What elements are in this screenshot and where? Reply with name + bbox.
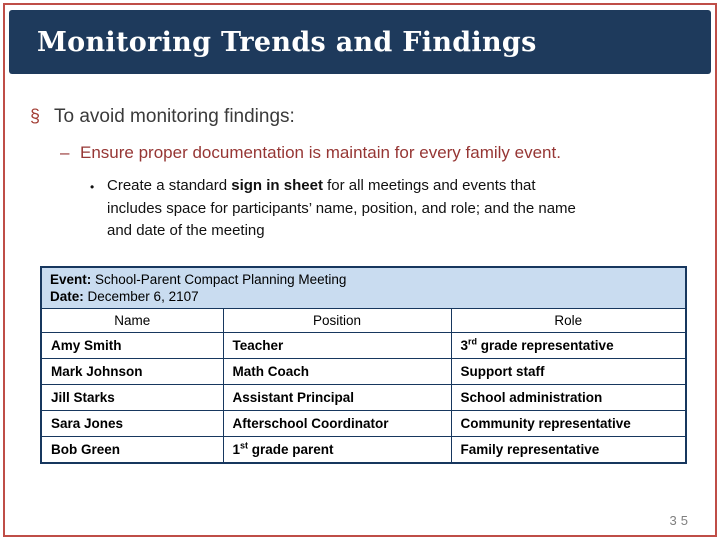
event-line [50,271,677,288]
table-cell: Bob Green [41,437,223,464]
table-cell: Sara Jones [41,411,223,437]
event-value: School-Parent Compact Planning Meeting [95,272,347,287]
table-cell: School administration [451,385,686,411]
event-header-row [41,267,686,309]
event-label: Event: [50,272,92,287]
table-cell: Afterschool Coordinator [223,411,451,437]
bullet-level2-text: Ensure proper documentation is maintain for every family event. [80,143,561,162]
bullet-level3-line2: includes space for participants’ name, position, and role; and the name [107,199,576,217]
section-bullet-icon: § [30,106,41,126]
table-row [41,411,686,437]
bullet-level3 [90,175,576,243]
attendance-table [40,266,687,464]
bullet-level3-line3: and date of the meeting [107,222,265,239]
table-cell: Jill Starks [41,385,223,411]
bullet-level2 [60,143,561,163]
title-bar [9,10,711,74]
table-cell: Amy Smith [41,333,223,359]
table-cell: Family representative [451,437,686,464]
dot-bullet-icon: • [90,180,95,194]
table-row [41,437,686,464]
bullet-level3-rest: for all meetings and events that [322,177,536,194]
table-cell: 3rd grade representative [451,333,686,359]
bullet-level1-text: To avoid monitoring findings: [54,106,295,127]
bullet-level1 [30,106,295,128]
bullet-level3-pre: Create a standard [107,177,232,194]
column-header: Role [451,309,686,333]
table-row [41,359,686,385]
table-cell: Mark Johnson [41,359,223,385]
table-cell: Assistant Principal [223,385,451,411]
table-row [41,385,686,411]
table-header-row [41,309,686,333]
table-cell: Teacher [223,333,451,359]
column-header: Name [41,309,223,333]
table-body [41,333,686,464]
page-title: Monitoring Trends and Findings [37,26,537,58]
table-cell: 1st grade parent [223,437,451,464]
table-cell: Math Coach [223,359,451,385]
column-header: Position [223,309,451,333]
table-cell: Support staff [451,359,686,385]
bullet-level3-bold: sign in sheet [231,177,323,194]
event-block [41,267,686,309]
date-value: December 6, 2107 [87,289,199,304]
page-number: 35 [669,513,692,528]
bullet-level3-text [107,175,576,243]
table-cell: Community representative [451,411,686,437]
date-label: Date: [50,289,84,304]
table-row [41,333,686,359]
dash-bullet-icon: – [60,143,70,162]
date-line [50,288,677,305]
